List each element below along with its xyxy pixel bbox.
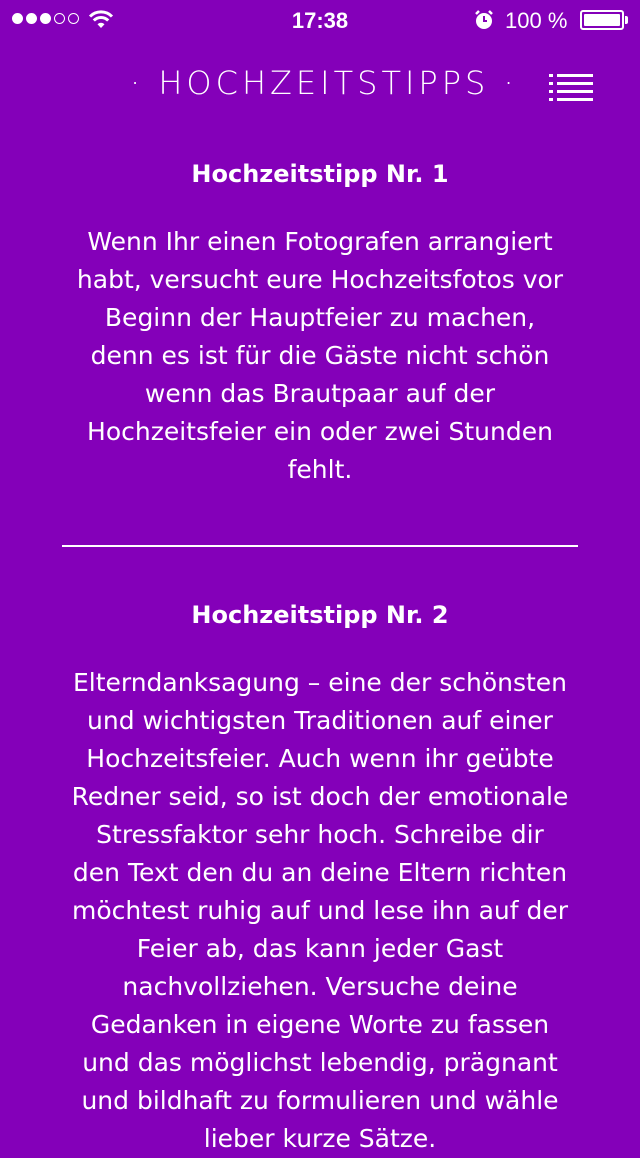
battery-icon [580,10,624,30]
tip-title: Hochzeitstipp Nr. 1 [191,160,449,188]
battery-percentage: 100 % [505,8,568,33]
status-bar [0,0,640,40]
page-title: · HOCHZEITSTIPPS · [130,64,518,102]
tips-list [40,160,600,1158]
tip-text: Wenn Ihr einen Fotografen arrangiert habt, versucht eure Hochzeitsfotos vor Beginn der Hauptfeier zu machen, denn es ist für die Gäste nicht schön wenn das Brautpaar auf der Hochzeitsfeier ein oder zwei Stunden fehlt. [76,226,564,484]
tip-text: Elterndanksagung – eine der schönsten und wichtigsten Traditionen auf einer Hochzeitsfeier. Auch wenn ihr geübte Redner seid, so ist doch der emotionale Stressfaktor sehr hoch. Schreibe dir den Text den du an deine Eltern richten möchtest ruhig auf und lese ihn auf der Feier ab, das kann jeder Gast nachvollziehen. Versuche deine Gedanken in eigene Worte zu fassen und das möglichst lebendig, prägnant und bildhaft zu formulieren und wähle lieber kurze Sätze. [71,667,569,1153]
tip-title: Hochzeitstipp Nr. 2 [191,600,449,629]
hamburger-list-icon [546,72,596,104]
divider [62,545,578,547]
tip-item [40,601,600,1158]
status-time: 17:38 [291,8,349,33]
alarm-clock-icon [473,9,495,31]
tip-item [40,160,600,489]
navigation-bar [0,50,640,120]
menu-button[interactable] [546,72,596,104]
battery-tip [625,16,628,24]
